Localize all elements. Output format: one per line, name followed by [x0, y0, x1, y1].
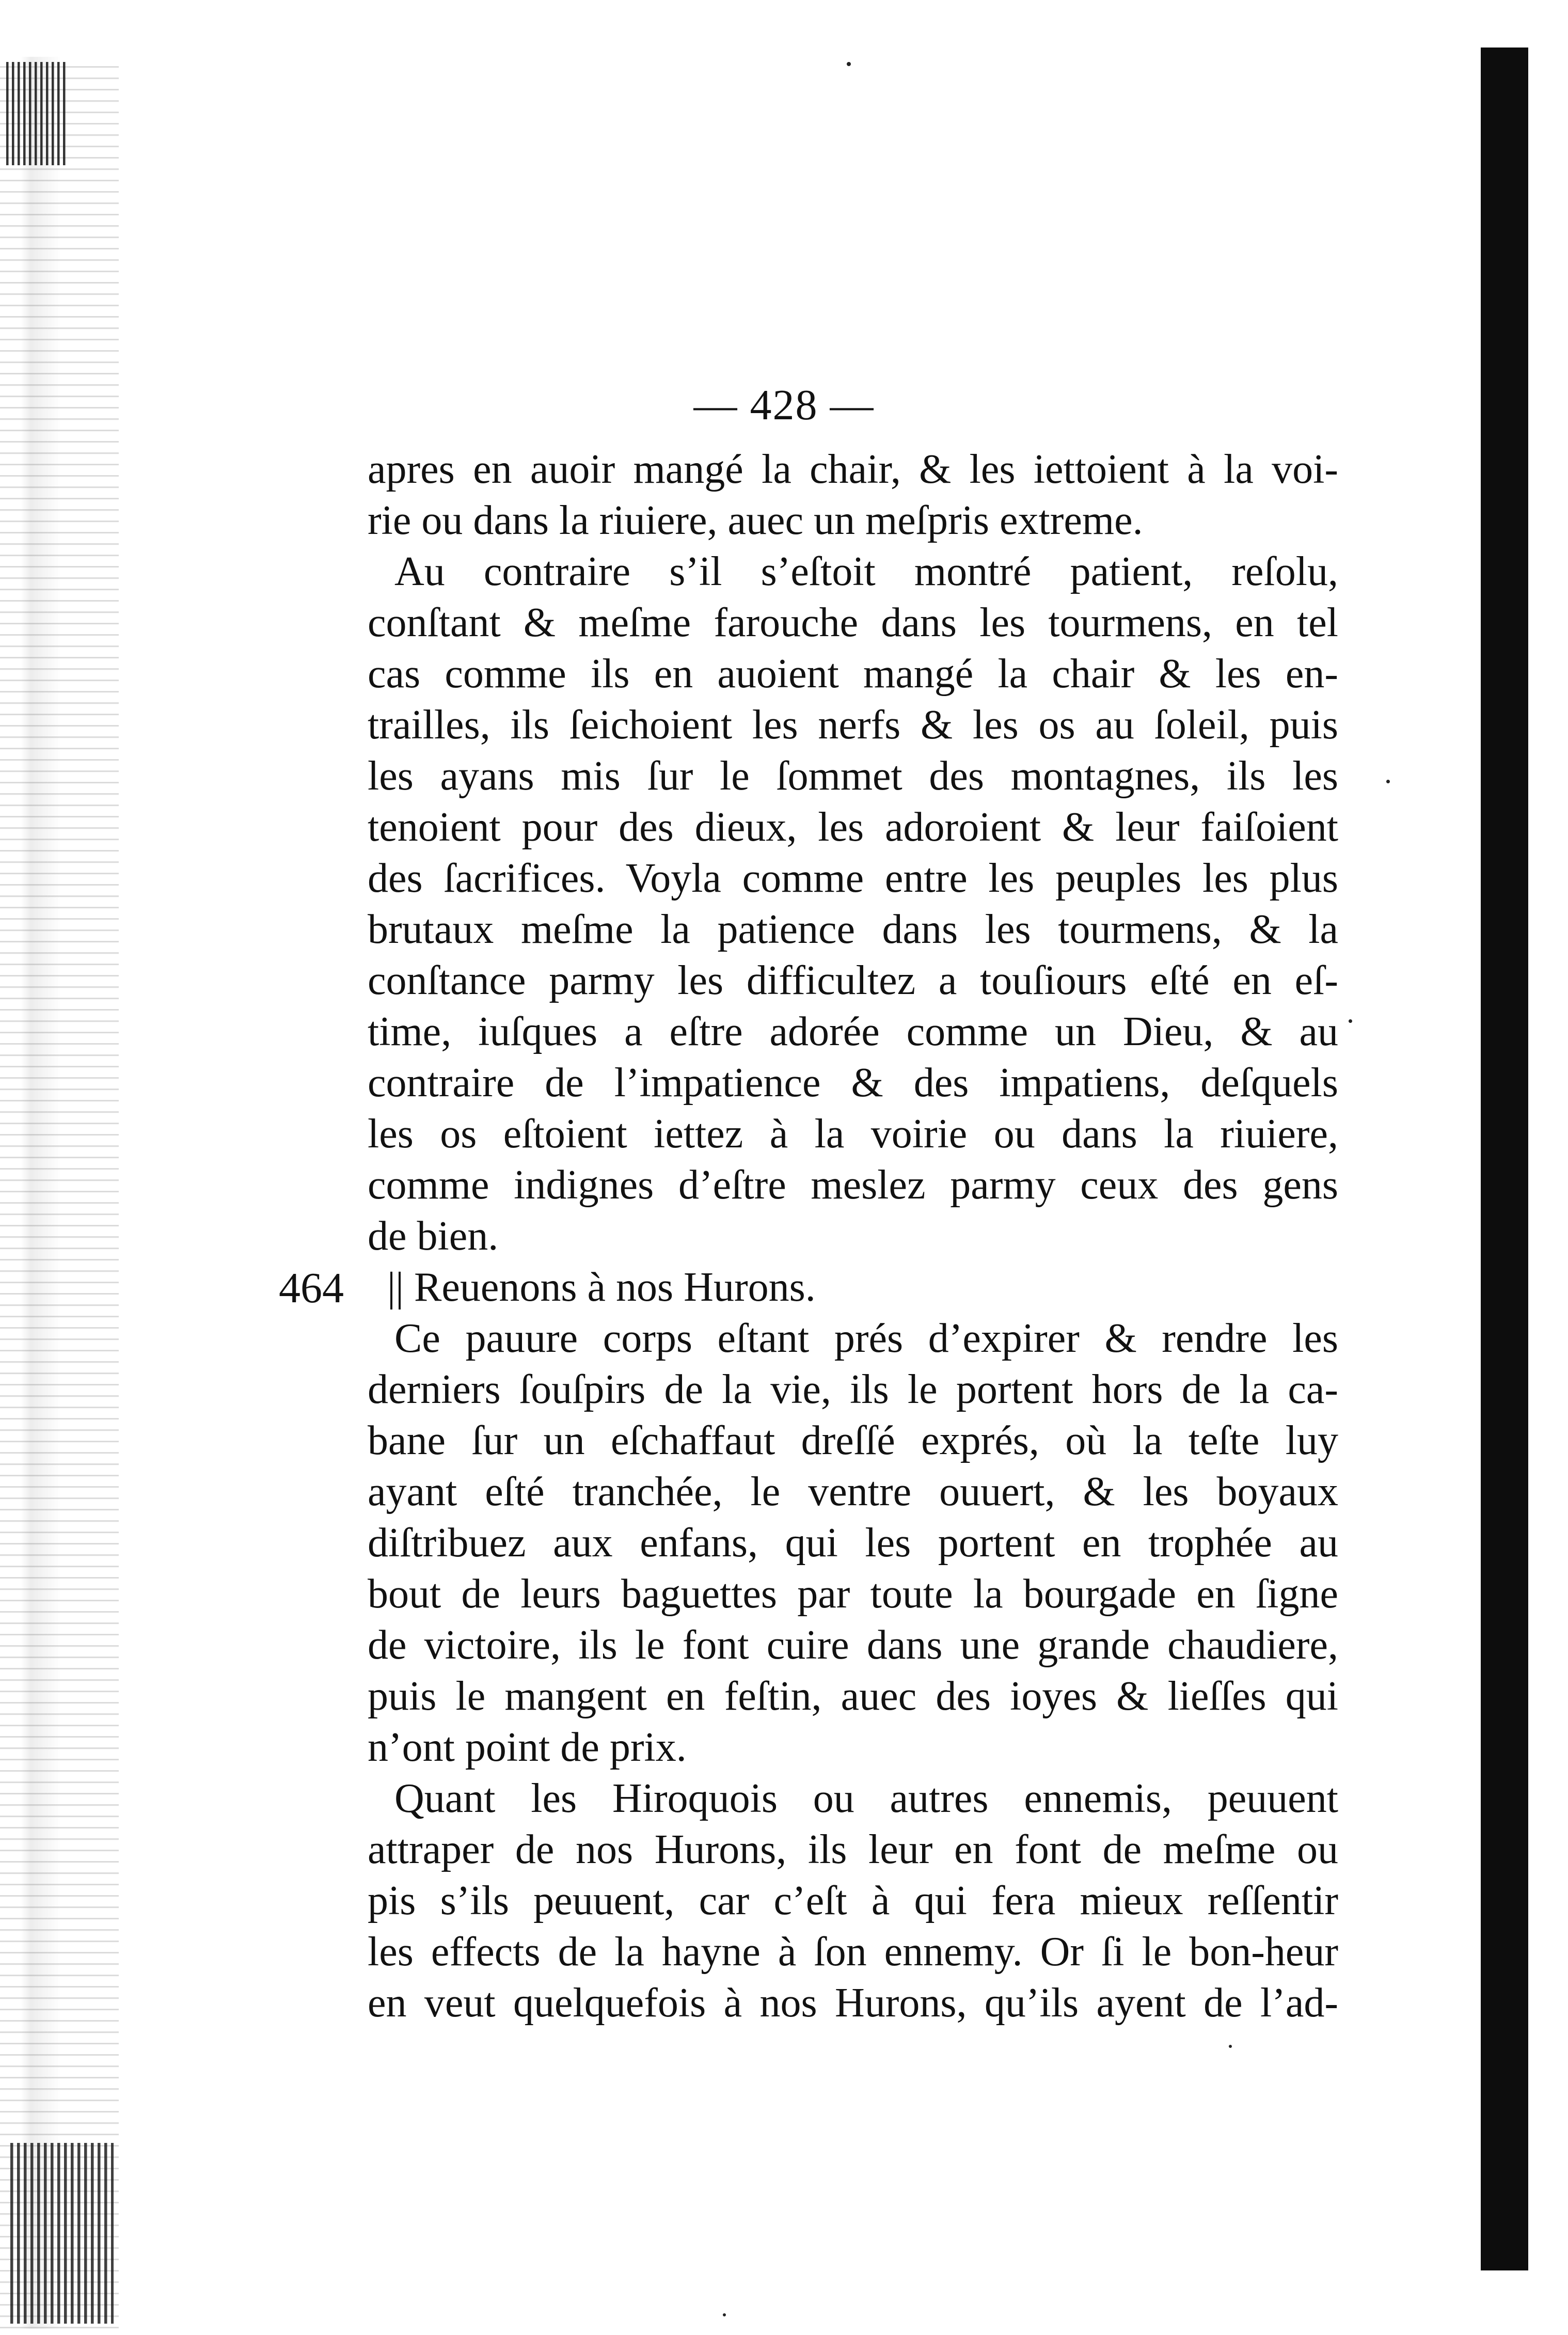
text-body [368, 444, 1338, 2029]
margin-page-reference: 464 [279, 1264, 344, 1312]
paragraph [368, 444, 1338, 546]
text-line: Au contraire s’il s’eſtoit montré patient, reſolu, [394, 549, 1338, 594]
text-line: contraire de l’impatience & des impatiens, deſquels [368, 1060, 1338, 1106]
text-line: n’ont point de prix. [368, 1725, 687, 1770]
text-line: time, iuſques a eſtre adorée comme un Dieu, & au [368, 1009, 1338, 1054]
scan-speck [847, 62, 851, 66]
text-line: rie ou dans la riuiere, auec un meſpris extreme. [368, 498, 1143, 543]
text-line: diſtribuez aux enfans, qui les portent en trophée au [368, 1520, 1338, 1566]
paragraph [368, 1262, 1338, 1313]
text-line: de bien. [368, 1213, 499, 1259]
text-line: bane ſur un eſchaffaut dreſſé exprés, où la teſte luy [368, 1418, 1338, 1463]
text-line: Quant les Hiroquois ou autres ennemis, peuuent [394, 1776, 1338, 1821]
paragraph [368, 546, 1338, 1262]
text-line: derniers ſouſpirs de la vie, ils le portent hors de la ca- [368, 1367, 1338, 1412]
text-line: cas comme ils en auoient mangé la chair & les en- [368, 651, 1338, 697]
scan-edge-left-bottom [10, 2143, 114, 2324]
text-line: Ce pauure corps eſtant prés d’expirer & rendre les [394, 1316, 1338, 1361]
text-line: ayant eſté tranchée, le ventre ouuert, & les boyaux [368, 1469, 1338, 1514]
text-line: brutaux meſme la patience dans les tourmens, & la [368, 907, 1338, 952]
text-line: les ayans mis ſur le ſommet des montagnes, ils les [368, 753, 1338, 799]
text-line: apres en auoir mangé la chair, & les iettoient à la voi- [368, 447, 1338, 492]
paragraph [368, 1773, 1338, 2029]
text-line: attraper de nos Hurons, ils leur en font de meſme ou [368, 1827, 1338, 1872]
paragraph [368, 1313, 1338, 1773]
scan-speck [1386, 780, 1390, 783]
text-line: || Reuenons à nos Hurons. [387, 1265, 816, 1310]
scan-speck [1229, 2045, 1232, 2048]
text-line: les effects de la hayne à ſon ennemy. Or ſi le bon-heur [368, 1929, 1338, 1975]
scan-speck [723, 2313, 726, 2316]
text-line: conſtance parmy les difficultez a touſiours eſté en eſ- [368, 958, 1338, 1003]
text-line: conſtant & meſme farouche dans les tourmens, en tel [368, 600, 1338, 645]
text-line: bout de leurs baguettes par toute la bourgade en ſigne [368, 1571, 1338, 1617]
text-line: pis s’ils peuuent, car c’eſt à qui fera mieux reſſentir [368, 1878, 1338, 1923]
text-line: des ſacrifices. Voyla comme entre les peuples les plus [368, 856, 1338, 901]
page-number: — 428 — [693, 381, 875, 429]
text-line: tenoient pour des dieux, les adoroient & leur faiſoient [368, 804, 1338, 850]
scan-speck [1349, 1019, 1352, 1023]
scan-edge-left-top [6, 62, 68, 165]
text-line: les os eſtoient iettez à la voirie ou dans la riuiere, [368, 1111, 1338, 1157]
text-line: puis le mangent en feſtin, auec des ioyes & lieſſes qui [368, 1674, 1338, 1719]
text-line: trailles, ils ſeichoient les nerfs & les os au ſoleil, puis [368, 702, 1338, 748]
text-line: comme indignes d’eſtre meslez parmy ceux des gens [368, 1162, 1338, 1208]
text-line: en veut quelquefois à nos Hurons, qu’ils ayent de l’ad- [368, 1980, 1338, 2026]
text-line: de victoire, ils le font cuire dans une grande chaudiere, [368, 1622, 1338, 1668]
